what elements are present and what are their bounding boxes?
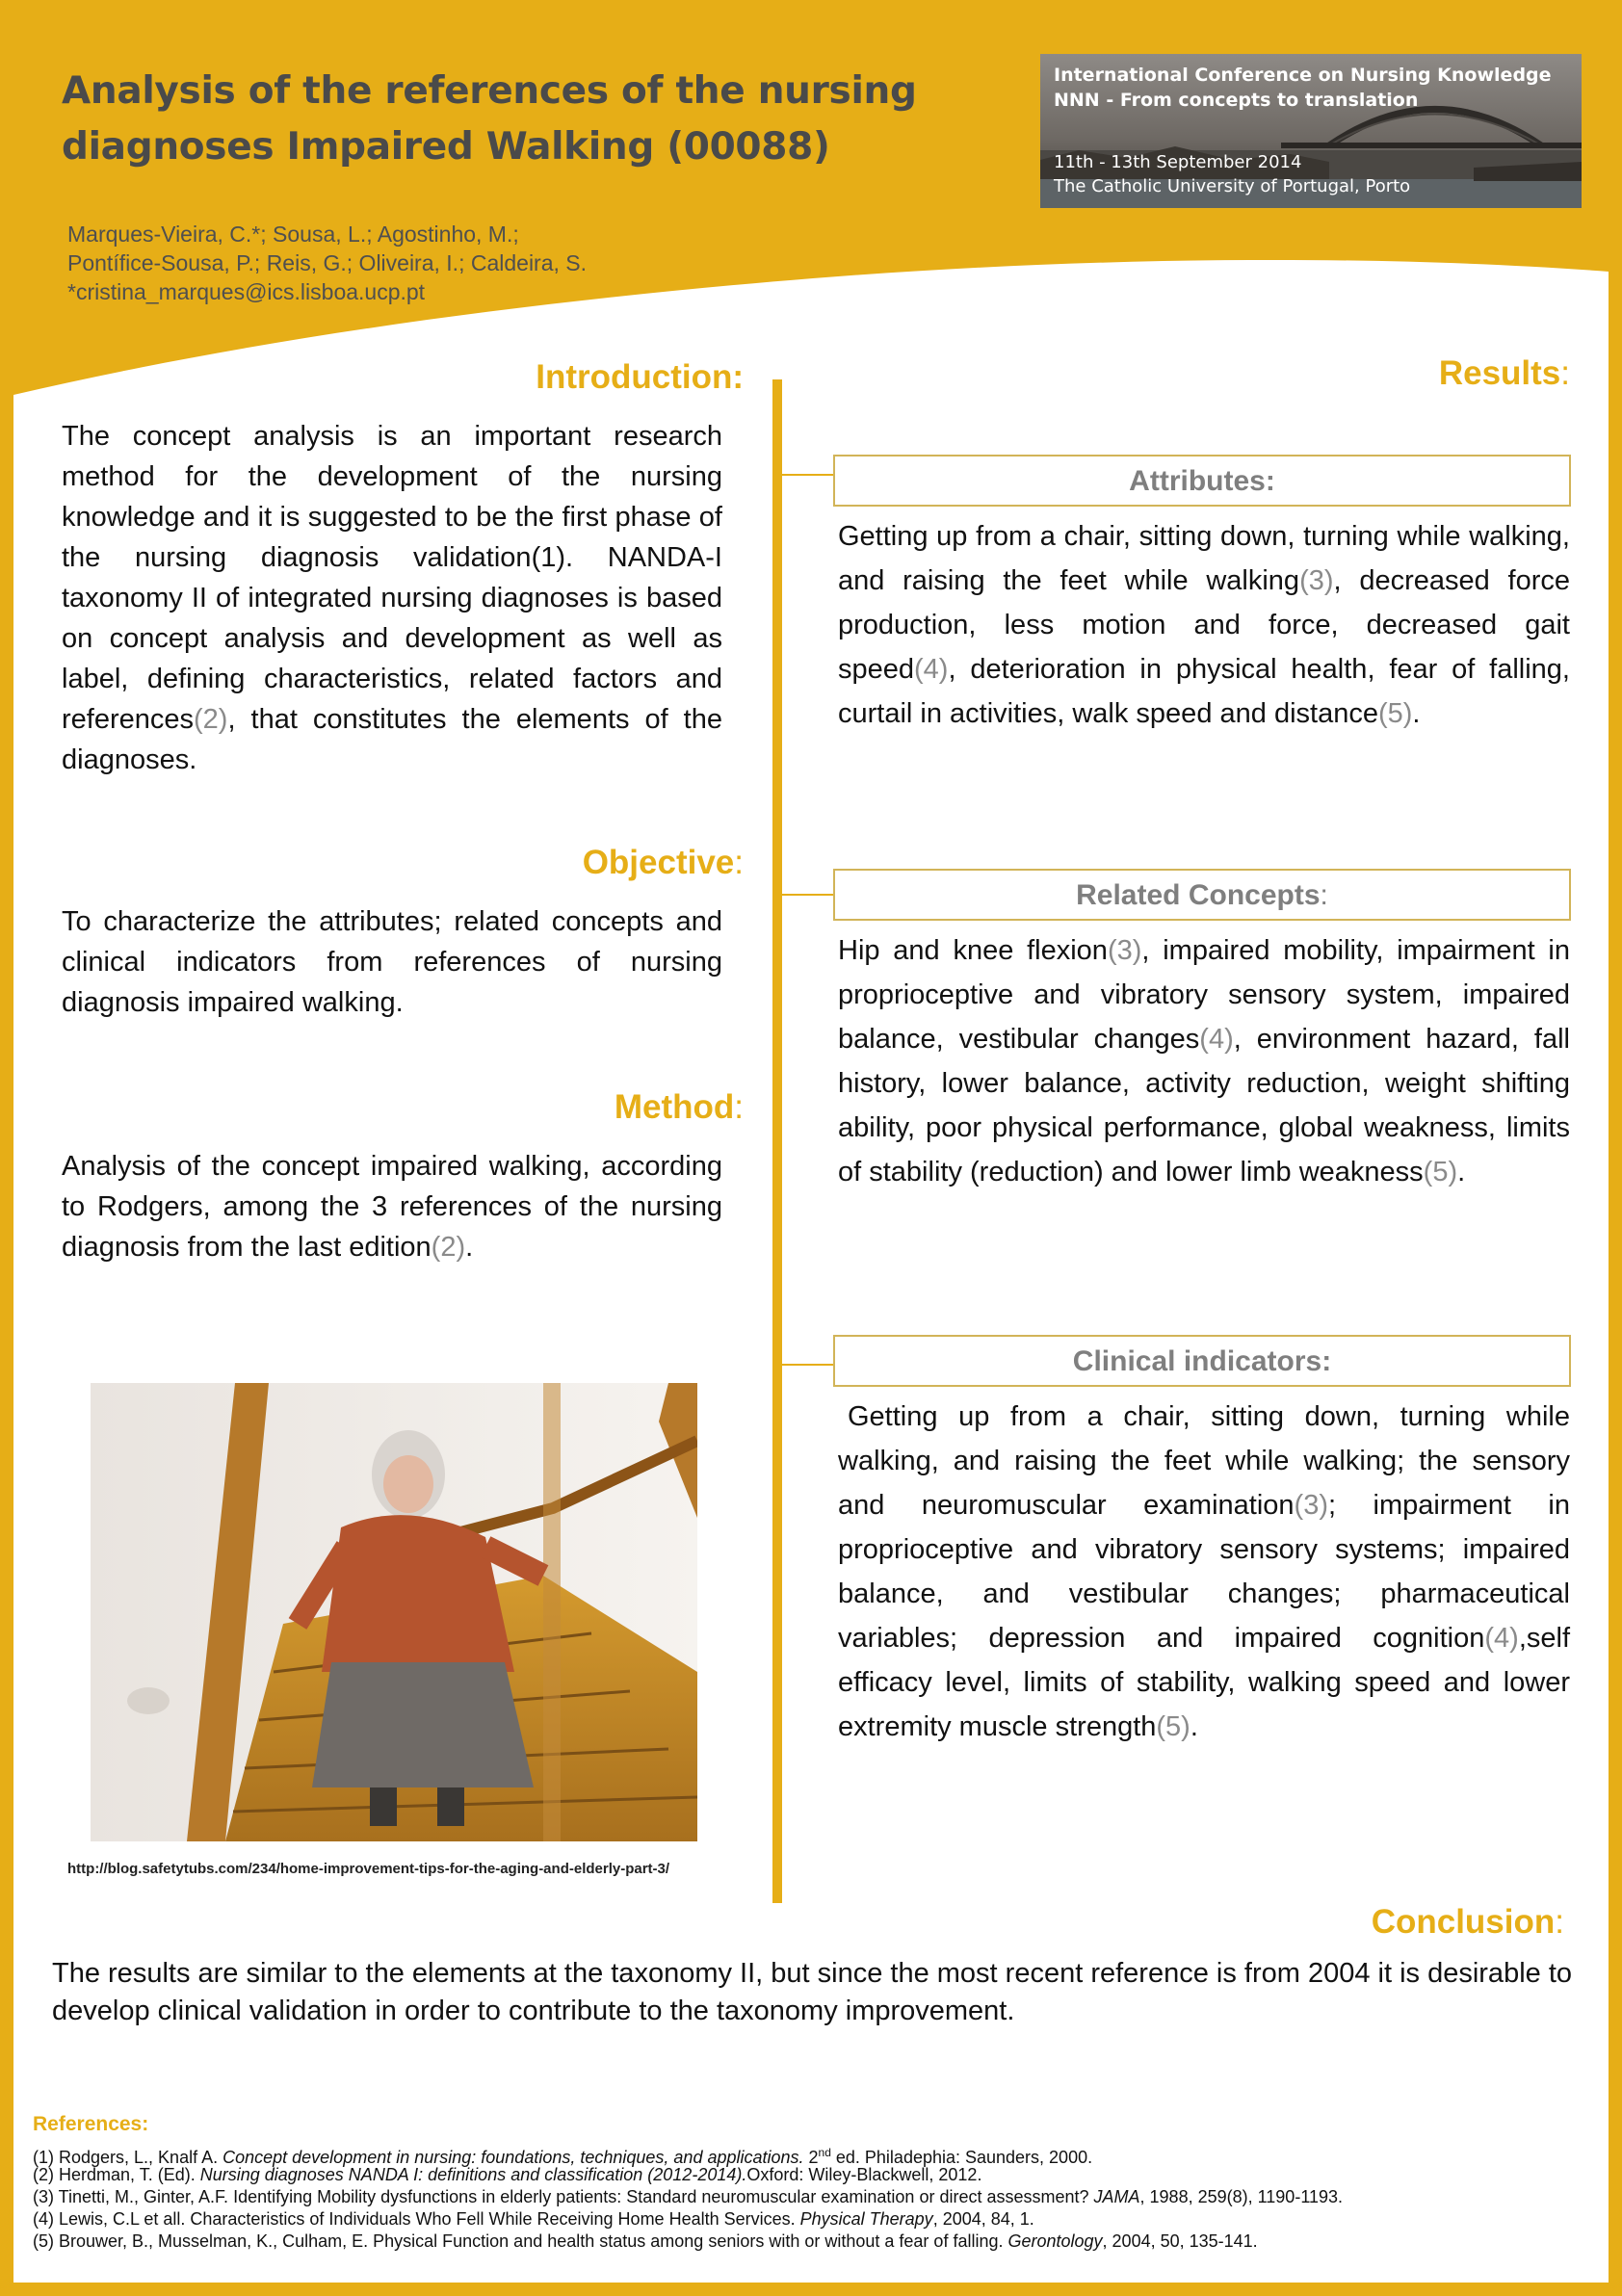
stairs-photo-icon (91, 1383, 697, 1841)
poster-title-line-2: diagnoses Impaired Walking (00088) (62, 125, 830, 169)
attributes-label-box: Attributes: (833, 455, 1571, 507)
authors-line-2: Pontífice-Sousa, P.; Reis, G.; Oliveira, I.; Caldeira, S. (67, 250, 588, 275)
related-connector (781, 894, 833, 896)
method-heading: Method: (614, 1088, 744, 1126)
photo-caption: http://blog.safetytubs.com/234/home-improvement-tips-for-the-aging-and-elderly-part-3/ (67, 1861, 670, 1877)
poster-title-line-1: Analysis of the references of the nursing (62, 69, 917, 113)
introduction-text: The concept analysis is an important research method for the development of the nursing knowledge and it is suggested to be the first phase of the nursing diagnosis validation(1). NANDA-I taxonomy II of integrated nursing diagnoses is based on concept analysis and development as well as label, defining characteristics, related factors and references(2), that constitutes the elements of the diagnoses. (62, 421, 722, 775)
conference-banner (1040, 54, 1582, 208)
banner-subtitle: NNN - From concepts to translation (1054, 90, 1419, 111)
banner-conference-name: International Conference on Nursing Knowledge (1054, 65, 1552, 86)
objective-text: To characterize the attributes; related concepts and clinical indicators from references of nursing diagnosis impaired walking. (62, 906, 722, 1018)
introduction-heading: Introduction: (536, 358, 744, 396)
reference-3: (3) Tinetti, M., Ginter, A.F. Identifying Mobility dysfunctions in elderly patients: Standard neuromuscular examination or direct assessment? JAMA, 1988, 259(8), 1190-1193. (33, 2187, 1344, 2206)
reference-1: (1) Rodgers, L., Knalf A. Concept development in nursing: foundations, techniques, and applications. 2nd ed. Philadephia: Saunders, 2000. (33, 2146, 1093, 2167)
reference-5: (5) Brouwer, B., Musselman, K., Culham, E. Physical Function and health status among seniors with or without a fear of falling. Gerontology, 2004, 50, 135-141. (33, 2231, 1258, 2251)
related-concepts-text: Hip and knee flexion(3), impaired mobility, impairment in proprioceptive and vibratory sensory system, impaired balance, vestibular changes(4), environment hazard, fall history, lower balance, activity reduction, weight shifting ability, poor physical performance, global weakness, limits of stability (reduction) and lower limb weakness(5). (838, 935, 1570, 1187)
results-heading: Results: (1438, 354, 1570, 392)
clinical-connector (781, 1364, 833, 1366)
introduction-citation: (2) (194, 704, 228, 735)
reference-4: (4) Lewis, C.L et all. Characteristics of Individuals Who Fell While Receiving Home Health Services. Physical Therapy, 2004, 84, 1. (33, 2209, 1034, 2229)
related-concepts-label-box: Related Concepts: (833, 869, 1571, 921)
references-heading: References: (33, 2113, 149, 2135)
authors-line-1: Marques-Vieira, C.*; Sousa, L.; Agostinho, M.; (67, 222, 519, 247)
objective-heading: Objective: (582, 844, 744, 881)
clinical-indicators-label-box: Clinical indicators: (833, 1335, 1571, 1387)
banner-venue: The Catholic University of Portugal, Porto (1054, 176, 1411, 196)
method-citation: (2) (431, 1232, 466, 1263)
banner-dates: 11th - 13th September 2014 (1054, 152, 1302, 172)
clinical-indicators-text: Getting up from a chair, sitting down, turning while walking, and raising the feet while walking; the sensory and neuromuscular examination(3); impairment in proprioceptive and vibratory sensory systems; impaired balance, and vestibular changes; pharmaceutical variables; depression and impaired cognition(4),self efficacy level, limits of stability, walking speed and lower extremity muscle strength(5). (838, 1401, 1570, 1742)
conclusion-text: The results are similar to the elements at the taxonomy II, but since the most recent reference is from 2004 it is desirable to develop clinical validation in order to contribute to the taxonomy improvement. (52, 1958, 1573, 2026)
attributes-connector (781, 474, 833, 476)
method-text: Analysis of the concept impaired walking, according to Rodgers, among the 3 references of the nursing diagnosis from the last edition(2). (62, 1151, 722, 1263)
conclusion-heading: Conclusion: (1371, 1903, 1564, 1941)
reference-2: (2) Herdman, T. (Ed). Nursing diagnoses NANDA I: definitions and classification (2012-2014).Oxford: Wiley-Blackwell, 2012. (33, 2165, 982, 2184)
elderly-woman-stairs-photo (91, 1383, 697, 1841)
attributes-text: Getting up from a chair, sitting down, turning while walking, and raising the feet while walking(3), decreased force production, less motion and force, decreased gait speed(4), deterioration in physical health, fear of falling, curtail in activities, walk speed and distance(5). (838, 521, 1570, 729)
poster (13, 13, 1609, 2283)
column-divider (772, 379, 782, 1903)
author-email: *cristina_marques@ics.lisboa.ucp.pt (67, 279, 426, 304)
